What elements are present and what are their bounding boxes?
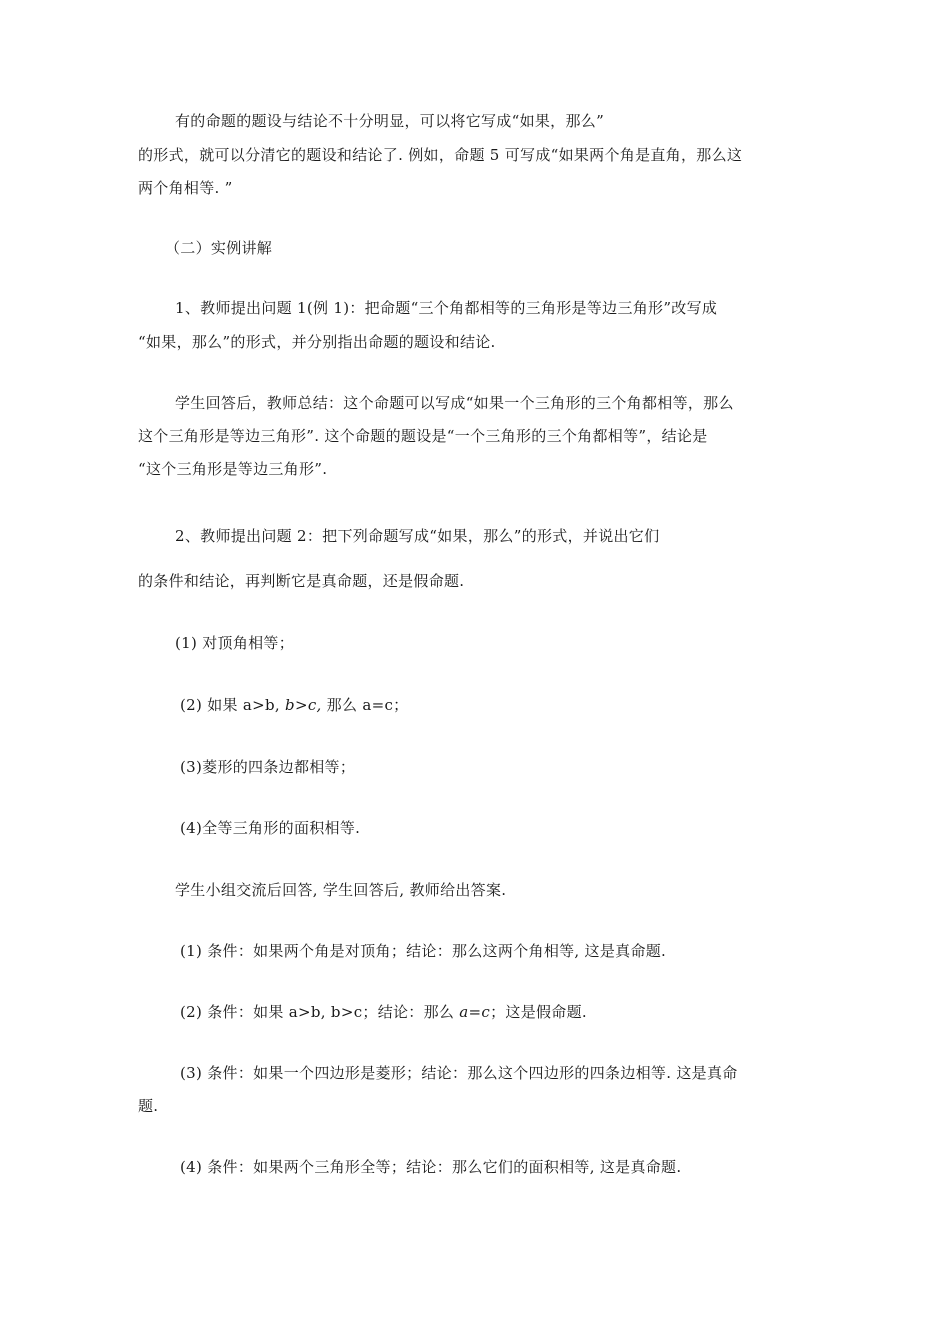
answer-1-line-3: “这个三角形是等边三角形”. xyxy=(138,460,328,478)
answer-item-2 xyxy=(180,1002,587,1022)
answer-item-3-line-2: 题. xyxy=(138,1097,159,1115)
answer-1-line-2: 这个三角形是等边三角形”. 这个命题的题设是“一个三角形的三个角都相等”，结论是 xyxy=(138,427,708,445)
intro-line-3: 两个角相等. ” xyxy=(138,179,233,197)
item-2-part-b: b>c, xyxy=(285,696,322,714)
intro-line-2: 的形式，就可以分清它的题设和结论了. 例如，命题 5 可写成“如果两个角是直角，那么这 xyxy=(138,146,743,164)
group-discussion-line: 学生小组交流后回答, 学生回答后, 教师给出答案. xyxy=(175,881,507,899)
answer-item-1: (1) 条件：如果两个角是对顶角；结论：那么这两个角相等, 这是真命题. xyxy=(180,942,667,960)
item-1: (1) 对顶角相等； xyxy=(175,634,295,652)
section-heading: （二）实例讲解 xyxy=(165,239,273,257)
answer-item-2-part-b: a=c xyxy=(459,1003,491,1021)
item-4: (4)全等三角形的面积相等. xyxy=(180,819,361,837)
question-2-line-1: 2、教师提出问题 2：把下列命题写成“如果，那么”的形式，并说出它们 xyxy=(175,527,660,545)
item-2 xyxy=(180,695,408,715)
question-2-line-2: 的条件和结论，再判断它是真命题，还是假命题. xyxy=(138,572,465,590)
answer-item-2-part-c: ；这是假命题. xyxy=(490,1003,587,1021)
item-2-part-a: (2) 如果 a>b, xyxy=(180,696,286,714)
answer-item-3-line-1: (3) 条件：如果一个四边形是菱形；结论：那么这个四边形的四条边相等. 这是真命 xyxy=(180,1064,738,1082)
question-1-line-1: 1、教师提出问题 1(例 1)：把命题“三个角都相等的三角形是等边三角形”改写成 xyxy=(175,299,718,317)
intro-line-1: 有的命题的题设与结论不十分明显，可以将它写成“如果，那么” xyxy=(175,112,605,130)
answer-item-2-part-a: (2) 条件：如果 a>b, b>c；结论：那么 xyxy=(180,1003,460,1021)
question-1-line-2: “如果，那么”的形式，并分别指出命题的题设和结论. xyxy=(138,333,496,351)
item-2-part-c: 那么 a=c； xyxy=(321,696,409,714)
item-3: (3)菱形的四条边都相等； xyxy=(180,758,356,776)
answer-item-4: (4) 条件：如果两个三角形全等；结论：那么它们的面积相等, 这是真命题. xyxy=(180,1158,682,1176)
answer-1-line-1: 学生回答后，教师总结：这个命题可以写成“如果一个三角形的三个角都相等，那么 xyxy=(175,394,734,412)
